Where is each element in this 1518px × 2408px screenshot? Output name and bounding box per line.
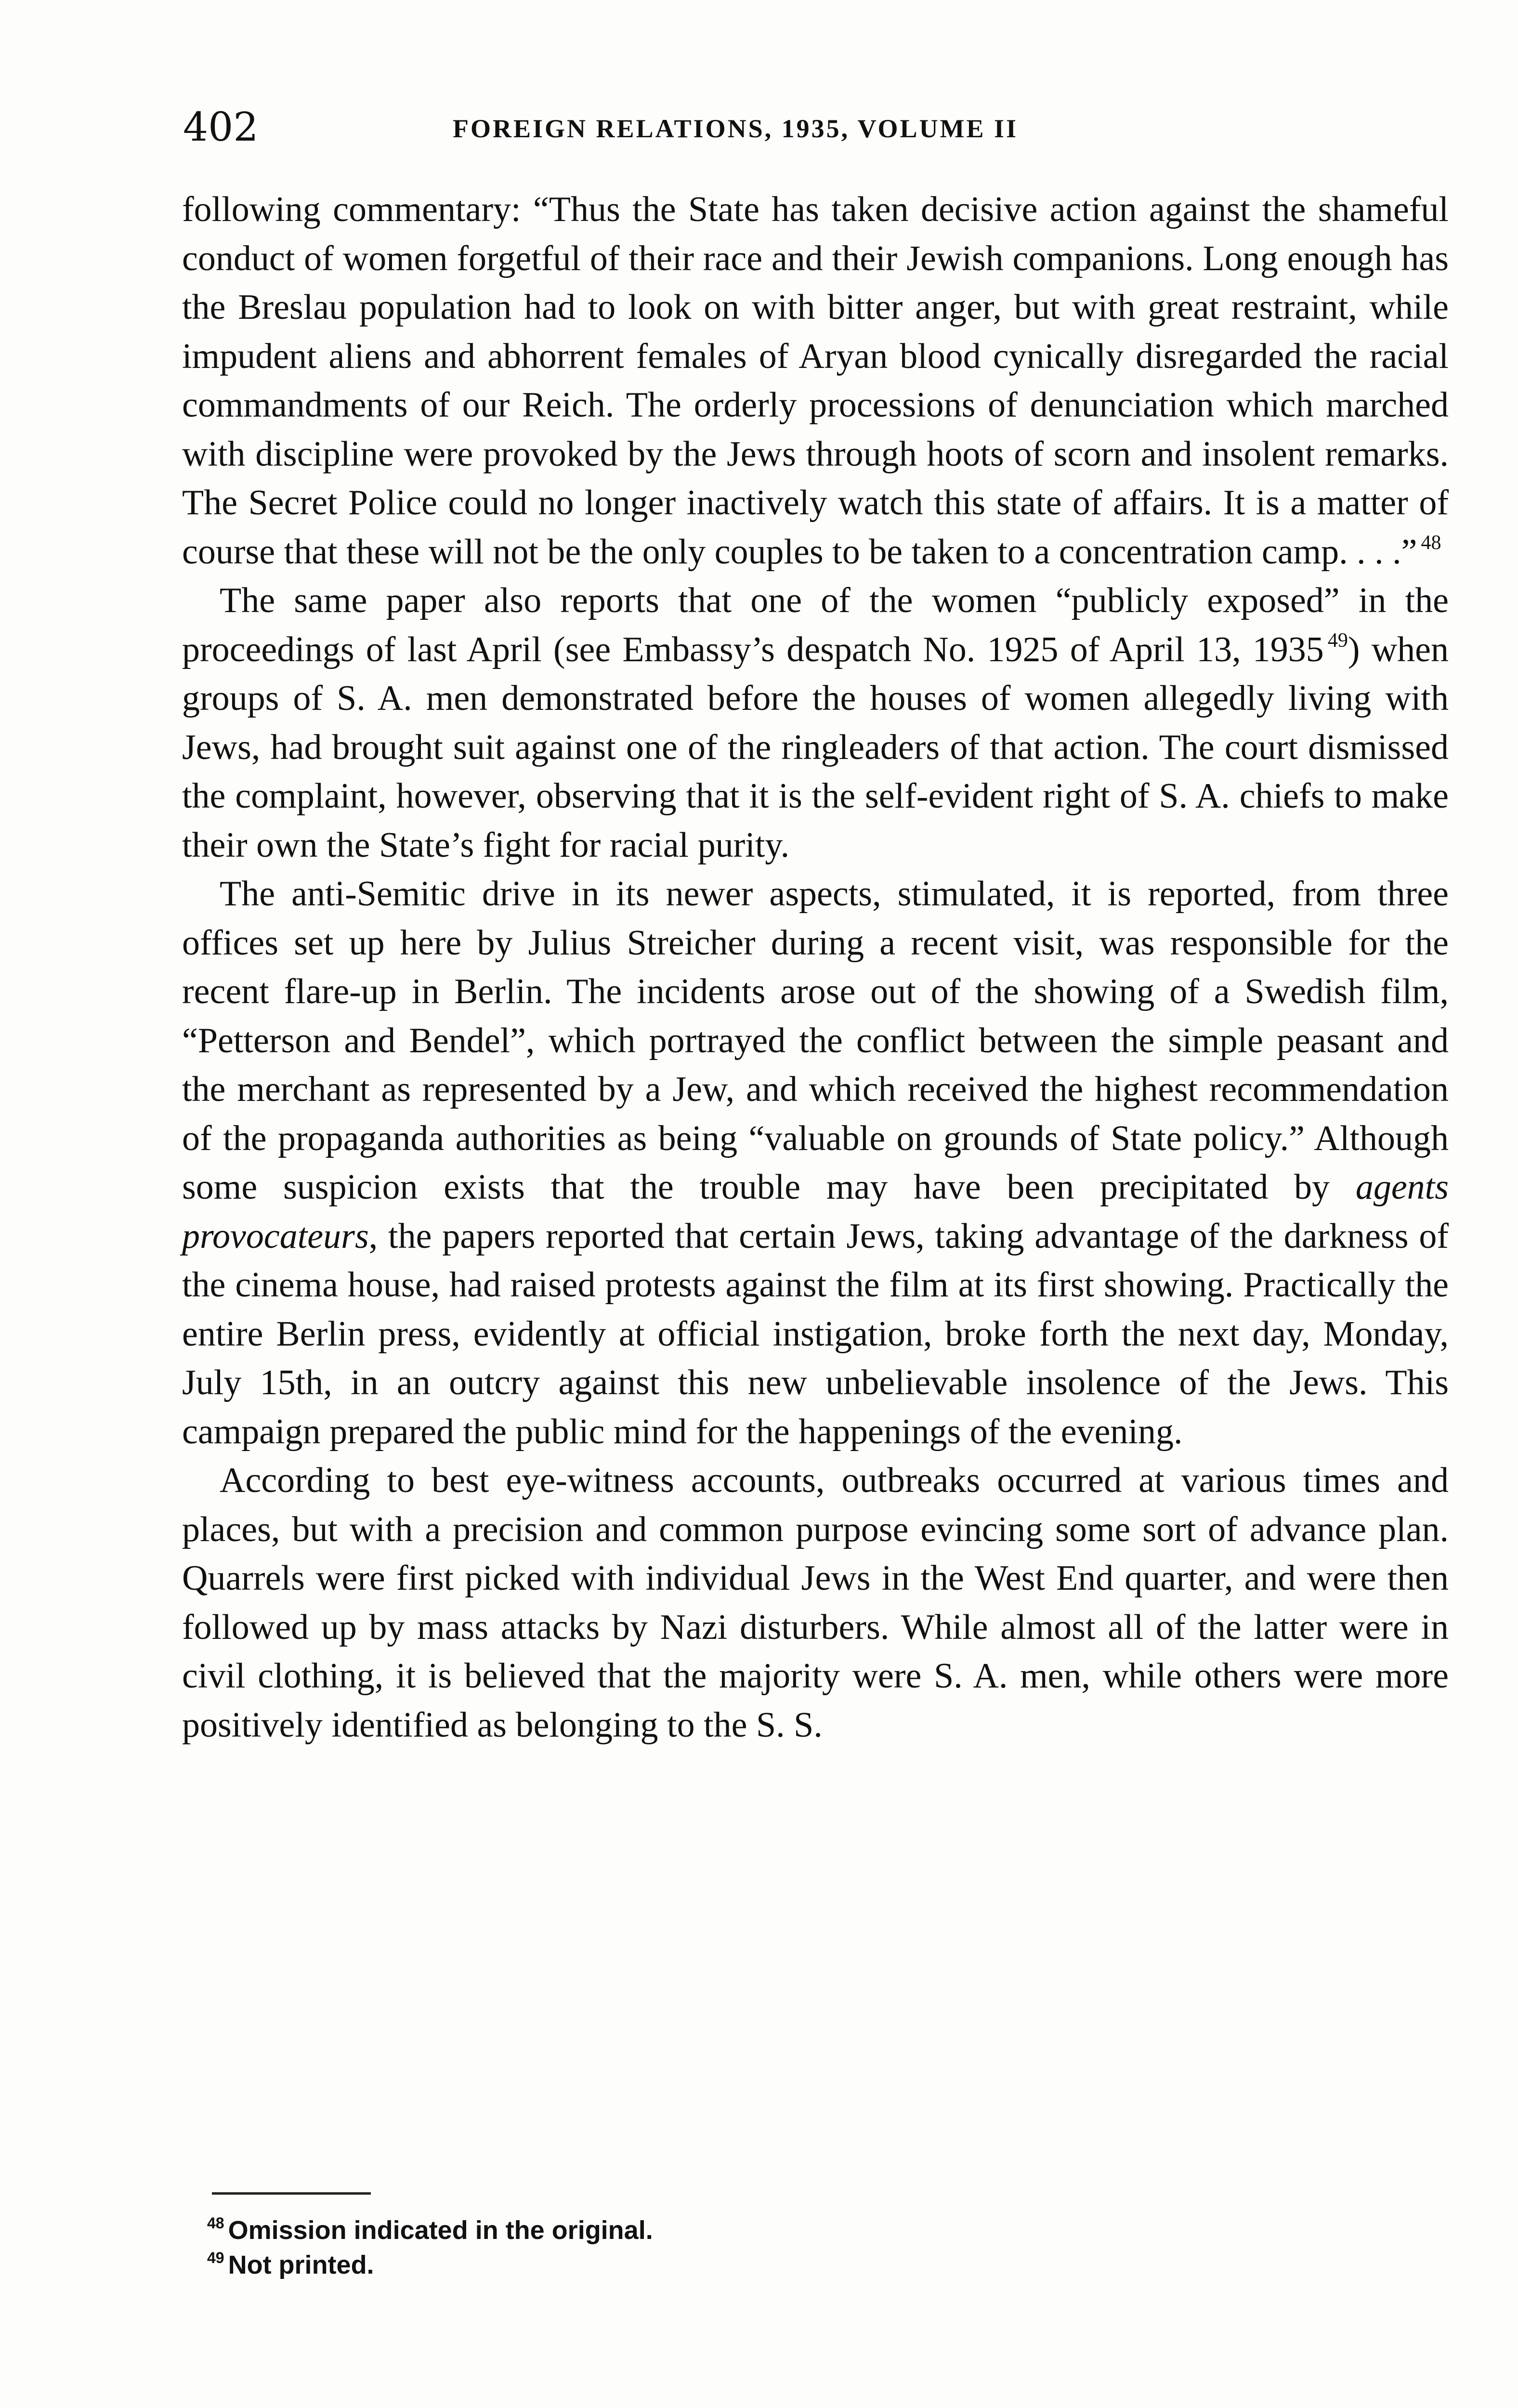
footnotes [207,2213,1363,2282]
paragraph-1-text: following commentary: “Thus the State has taken decisive action against the shameful conduct of women forgetful of their race and their Jewish companions. Long enough has the Breslau population had to look on with bitter anger, but with great restraint, while impudent aliens and abhorrent females of Aryan blood cynically disregarded the racial commandments of our Reich. The orderly processions of denunciation which marched with discipline were provoked by the Jews through hoots of scorn and insolent remarks. The Secret Police could no longer inactively watch this state of affairs. It is a matter of course that these will not be the only couples to be taken to a concentration camp. . . .” [182,190,1449,572]
paragraph-2 [182,576,1449,870]
footnote-divider [212,2192,371,2195]
paragraph-2-text-before: The same paper also reports that one of the women “publicly exposed” in the proceedings of last April (see Embassy’s despatch No. 1925 of April 13, 1935 [182,581,1449,669]
paragraph-3-italic: agents provocateurs [182,1167,1449,1256]
page-header [183,104,1454,157]
paragraph-3-text-before: The anti-Semitic drive in its newer aspects, stimulated, it is reported, from three offices set up here by Julius Streicher during a recent visit, was responsible for the recent flare-up in Berlin. The incidents arose out of the showing of a Swedish film, “Petterson and Bendel”, which portrayed the conflict between the simple peasant and the merchant as represented by a Jew, and which received the highest recommendation of the propaganda authorities as being “valuable on grounds of State policy.” Although some suspicion exists that the trouble may have been precipitated by [182,874,1449,1207]
footnote-text: Not printed. [228,2251,374,2279]
paragraph-4-text: According to best eye-witness accounts, outbreaks occurred at various times and places, but with a precision and common purpose evincing some sort of advance plan. Quarrels were first picked with individual Jews in the West End quarter, and were then followed up by mass attacks by Nazi disturbers. While almost all of the latter were in civil clothing, it is believed that the majority were S. A. men, while others were more positively identified as belonging to the S. S. [182,1461,1449,1745]
footnote-mark: 48 [207,2214,224,2232]
footnote-text: Omission indicated in the original. [228,2216,653,2245]
body-text [182,185,1449,1750]
paragraph-3 [182,870,1449,1456]
footnote-49 [207,2248,1363,2282]
page-number: 402 [183,105,259,150]
footnote-ref-49: 49 [1327,629,1348,652]
footnote-mark: 49 [207,2249,224,2266]
footnote-ref-48: 48 [1421,531,1441,554]
paragraph-3-text-after: , the papers reported that certain Jews, taking advantage of the darkness of the cinema house, had raised protests against the film at its first showing. Practically the entire Berlin press, evidently at official instigation, broke forth the next day, Monday, July 15th, in an outcry against this new unbelievable insolence of the Jews. This campaign prepared the public mind for the happenings of the evening. [182,1216,1449,1452]
footnote-48 [207,2213,1363,2248]
paragraph-2-text-after: ) when groups of S. A. men demonstrated before the houses of women allegedly living with Jews, had brought suit against one of the ringleaders of that action. The court dismissed the complaint, however, observing that it is the self-evident right of S. A. chiefs to make their own the State’s fight for racial purity. [182,629,1449,865]
paragraph-4 [182,1456,1449,1750]
paragraph-1 [182,185,1449,576]
running-title: FOREIGN RELATIONS, 1935, VOLUME II [453,114,1019,143]
